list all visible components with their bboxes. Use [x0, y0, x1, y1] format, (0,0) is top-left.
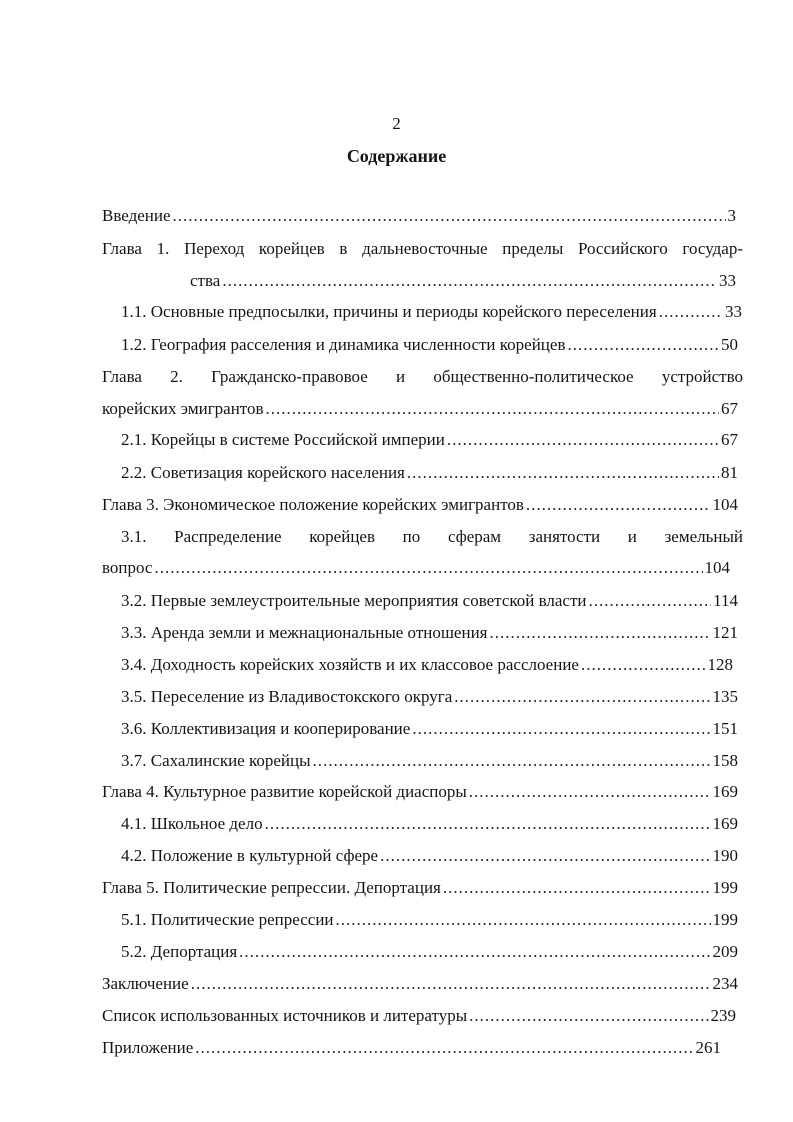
toc-page: 50	[721, 335, 738, 354]
dot-leader	[336, 909, 711, 931]
dot-leader	[589, 590, 712, 612]
toc-label: 3.4. Доходность корейских хозяйств и их классовое расслоение	[121, 655, 579, 674]
toc-page: 104	[712, 495, 738, 514]
toc-entry-appendix	[102, 1037, 721, 1059]
toc-page: 3	[727, 206, 736, 225]
toc-page: 114	[713, 591, 738, 610]
toc-page: 81	[721, 463, 738, 482]
toc-page: 33	[719, 271, 736, 290]
toc-page: 190	[712, 846, 738, 865]
toc-entry-section-5-2	[121, 941, 738, 963]
toc-label: Глава 3. Экономическое положение корейских эмигрантов	[102, 495, 524, 514]
toc-label: 3.2. Первые землеустроительные мероприятия советской власти	[121, 591, 587, 610]
toc-entry-conclusion	[102, 973, 738, 995]
toc-entry-section-3-5	[121, 686, 738, 708]
toc-entry-section-2-1	[121, 429, 738, 451]
toc-page: 121	[712, 623, 738, 642]
toc-page: 135	[712, 687, 738, 706]
toc-entry-chapter-5	[102, 877, 738, 899]
toc-page: 67	[721, 399, 738, 418]
toc-label: 5.1. Политические репрессии	[121, 910, 334, 929]
dot-leader	[469, 1005, 708, 1027]
toc-label: 2.1. Корейцы в системе Российской империи	[121, 430, 445, 449]
dot-leader	[659, 301, 723, 323]
toc-label: Глава 4. Культурное развитие корейской диаспоры	[102, 782, 467, 801]
toc-entry-intro	[102, 205, 736, 227]
dot-leader	[526, 494, 711, 516]
toc-entry-section-1-1	[121, 301, 742, 323]
toc-page: 67	[721, 430, 738, 449]
toc-label: ства	[190, 271, 221, 290]
toc-label: 3.6. Коллективизация и кооперирование	[121, 719, 411, 738]
toc-page: 239	[710, 1006, 736, 1025]
toc-label: корейских эмигрантов	[102, 399, 264, 418]
toc-page: 169	[712, 782, 738, 801]
dot-leader	[447, 429, 719, 451]
toc-entry-section-4-1	[121, 813, 738, 835]
dot-leader	[191, 973, 711, 995]
dot-leader	[154, 557, 702, 579]
toc-page: 199	[712, 910, 738, 929]
toc-label: Приложение	[102, 1038, 194, 1057]
toc-label: Введение	[102, 206, 171, 225]
dot-leader	[412, 718, 710, 740]
dot-leader	[313, 750, 711, 772]
dot-leader	[222, 270, 717, 292]
toc-title: Содержание	[346, 146, 447, 166]
toc-label: Заключение	[102, 974, 189, 993]
dot-leader	[454, 686, 710, 708]
toc-entry-section-3-3	[121, 622, 738, 644]
toc-label: 4.1. Школьное дело	[121, 814, 263, 833]
dot-leader	[266, 398, 719, 420]
toc-label: 4.2. Положение в культурной сфере	[121, 846, 379, 865]
dot-leader	[407, 462, 719, 484]
toc-page: 199	[712, 878, 738, 897]
toc-entry-sources	[102, 1005, 736, 1027]
toc-page: 209	[712, 942, 738, 961]
toc-label: 5.2. Депортация	[121, 942, 238, 961]
toc-label: 3.5. Переселение из Владивостокского округа	[121, 687, 453, 706]
toc-entry-section-3-1-line-2	[102, 557, 730, 579]
toc-entry-section-3-4	[121, 654, 733, 676]
toc-entry-section-3-7	[121, 750, 738, 772]
dot-leader	[173, 205, 726, 227]
toc-label: 3.3. Аренда земли и межнациональные отношения	[121, 623, 488, 642]
toc-label: 1.2. География расселения и динамика численности корейцев	[121, 335, 566, 354]
toc-entry-chapter-1-line-2	[190, 270, 736, 292]
toc-page: 33	[725, 302, 742, 321]
toc-entry-section-2-2	[121, 462, 738, 484]
dot-leader	[567, 334, 719, 356]
toc-label: Список использованных источников и литературы	[102, 1006, 468, 1025]
toc-entry-chapter-3	[102, 494, 738, 516]
dot-leader	[581, 654, 706, 676]
toc-entry-section-3-6	[121, 718, 738, 740]
toc-label: 2.2. Советизация корейского населения	[121, 463, 405, 482]
toc-entry-chapter-1-line-1: Глава 1. Переход корейцев в дальневосточные пределы Российского государ-	[102, 239, 743, 258]
toc-entry-section-4-2	[121, 845, 738, 867]
dot-leader	[265, 813, 711, 835]
dot-leader	[443, 877, 711, 899]
toc-entry-section-1-2	[121, 334, 738, 356]
toc-label: вопрос	[102, 558, 153, 577]
dot-leader	[490, 622, 711, 644]
toc-entry-section-3-1-line-1: 3.1. Распределение корейцев по сферам занятости и земельный	[121, 527, 743, 546]
dot-leader	[239, 941, 710, 963]
toc-page: 104	[704, 558, 730, 577]
toc-entry-chapter-2-line-1: Глава 2. Гражданско-правовое и общественно-политическое устройство	[102, 367, 743, 386]
dot-leader	[469, 781, 711, 803]
toc-label: 3.7. Сахалинские корейцы	[121, 751, 311, 770]
toc-page: 158	[712, 751, 738, 770]
toc-entry-chapter-2-line-2	[102, 398, 738, 420]
toc-entry-chapter-4	[102, 781, 738, 803]
toc-page: 151	[712, 719, 738, 738]
page-number: 2	[392, 114, 401, 133]
toc-page: 128	[707, 655, 733, 674]
toc-entry-section-5-1	[121, 909, 738, 931]
dot-leader	[195, 1037, 693, 1059]
toc-entry-section-3-2	[121, 590, 738, 612]
toc-page: 261	[695, 1038, 721, 1057]
toc-page: 169	[712, 814, 738, 833]
toc-label: 1.1. Основные предпосылки, причины и периоды корейского переселения	[121, 302, 657, 321]
toc-page: 234	[712, 974, 738, 993]
dot-leader	[380, 845, 710, 867]
toc-label: Глава 5. Политические репрессии. Депортация	[102, 878, 441, 897]
